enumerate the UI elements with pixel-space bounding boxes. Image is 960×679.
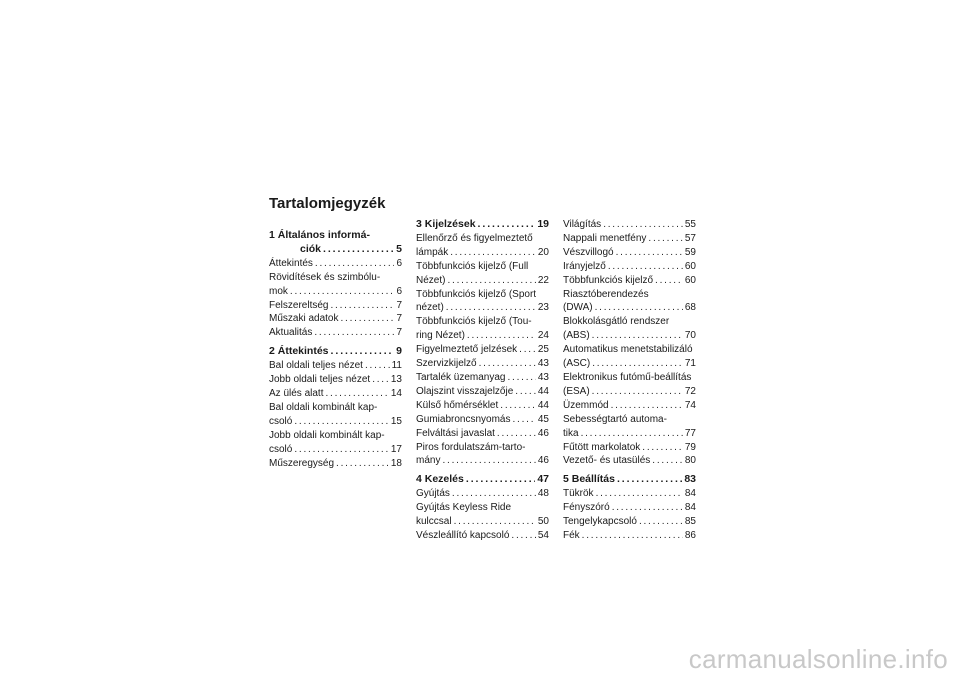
toc-entry-line [563,260,696,274]
toc-entry-title: Felszereltség [269,299,329,311]
toc-entry-title: (ABS) [563,330,590,342]
toc-entry-title: csoló [269,415,293,427]
toc-page-number: 22 [537,274,549,286]
dot-leader [325,387,388,401]
toc-entry[interactable] [269,271,402,299]
toc-entry-title: Figyelmeztető jelzések [416,344,518,356]
dot-leader [478,218,536,232]
toc-entry-line [563,301,696,315]
dot-leader [617,473,682,487]
toc-page-number: 48 [537,488,549,500]
toc-entry[interactable] [416,487,549,501]
toc-entry[interactable] [563,315,696,343]
toc-entry-line [563,232,696,246]
dot-leader [519,343,536,357]
toc-entry-title: Fényszóró [563,502,610,514]
toc-page-number: 85 [684,516,696,528]
toc-entry-title-line: Gyújtás Keyless Ride [416,502,512,514]
toc-page-number: 79 [684,441,696,453]
dot-leader [611,399,683,413]
toc-entry-line [563,385,696,399]
toc-entry-title: Gyújtás [416,488,450,500]
toc-entry-title-line: Blokkolásgátló rendszer [563,316,670,328]
toc-entry[interactable] [416,315,549,343]
toc-page-number: 7 [396,327,402,339]
toc-page-number: 55 [684,219,696,230]
toc-entry-line [269,312,402,326]
toc-entry-title: Tartalék üzemanyag [416,371,506,383]
dot-leader [290,285,395,299]
dot-leader [500,399,536,413]
toc-page-number: 11 [391,360,402,372]
toc-page-number: 20 [537,246,549,258]
toc-entry-title: Aktualitás [269,327,313,339]
toc-entry-line [563,441,696,455]
toc-entry-line [416,385,549,399]
toc-entry[interactable] [269,429,402,457]
dot-leader [315,257,395,271]
toc-entry-title: Többfunkciós kijelző [563,274,654,286]
toc-entry-title: Felváltási javaslat [416,427,495,439]
toc-entry-line [416,529,549,543]
toc-page-number: 44 [537,385,549,397]
toc-entry[interactable] [416,427,549,441]
toc-entry-title: Olajszint visszajelzője [416,385,514,397]
toc-entry[interactable] [416,232,549,260]
toc-page-number: 6 [396,285,402,297]
toc-entry[interactable] [416,385,549,399]
toc-entry[interactable] [269,312,402,326]
toc-entry-line [416,357,549,371]
toc-entry-title: Tükrök [563,488,594,500]
toc-entry[interactable] [563,501,696,515]
toc-entry-line [269,326,402,340]
toc-page-number: 15 [390,415,402,427]
toc-entry-title: kulccsal [416,516,452,528]
dot-leader [467,329,536,343]
toc-entry-line [269,257,402,271]
toc-entry[interactable] [563,515,696,529]
toc-entry-line [563,357,696,371]
toc-entry-title: Szervizkijelző [416,358,477,370]
toc-entry-line [416,427,549,441]
toc-entry-title: Irányjelző [563,260,606,272]
dot-leader [595,301,683,315]
toc-entry[interactable] [269,326,402,340]
toc-page-number: 86 [684,529,696,541]
toc-entry-title: Az ülés alatt [269,387,324,399]
toc-entry-line [563,515,696,529]
toc-entry-line [269,443,402,457]
dot-leader [479,357,536,371]
toc-entry-title: Nappali menetfény [563,232,647,244]
toc-entry-line [563,529,696,543]
toc-entry-title-line: Ellenőrző és figyelmeztető [416,232,533,244]
dot-leader [592,357,683,371]
toc-entry-title: 4 Kezelés [416,473,464,486]
toc-entry-line [416,371,549,385]
toc-page-number: 14 [390,387,402,399]
toc-page-number: 44 [537,399,549,411]
dot-leader [442,454,535,468]
toc-entry-line [416,473,549,487]
toc-entry-title: lámpák [416,246,449,258]
toc-entry[interactable] [416,288,549,316]
toc-page-number: 18 [390,457,402,469]
page-title: Tartalomjegyzék [269,195,386,212]
toc-entry-title: Vészvillogó [563,246,614,258]
toc-entry[interactable] [269,401,402,429]
toc-page-number: 23 [537,302,549,314]
toc-page-number: 46 [537,427,549,439]
dot-leader [582,529,683,543]
toc-entry-title: ciók [300,242,322,255]
toc-chapter[interactable] [416,218,549,232]
toc-entry-line [563,399,696,413]
toc-entry-line [269,457,402,471]
toc-entry-title: Vészleállító kapcsoló [416,529,510,541]
toc-entry-line [416,329,549,343]
toc-page-number: 47 [537,473,549,486]
toc-entry-line [416,274,549,288]
toc-entry-title: (DWA) [563,302,593,314]
toc-page-number: 19 [537,218,549,230]
toc-entry-line [269,243,402,257]
dot-leader [592,329,683,343]
toc-entry[interactable] [269,387,402,401]
toc-entry-title: mok [269,285,288,297]
dot-leader [454,515,536,529]
toc-page-number: 68 [684,302,696,314]
toc-entry-line [269,299,402,313]
toc-entry[interactable] [269,359,402,373]
toc-entry[interactable] [563,487,696,501]
toc-entry-title-line: Piros fordulatszám-tarto- [416,441,526,453]
toc-chapter[interactable] [563,473,696,487]
toc-page-number: 80 [684,455,696,467]
toc-entry-line [416,218,549,232]
toc-entry-title: (ASC) [563,358,591,370]
toc-entry[interactable] [563,218,696,232]
toc-entry-line [269,285,402,299]
toc-entry-title: Bal oldali teljes nézet [269,360,363,372]
toc-page-number: 43 [537,358,549,370]
dot-leader [581,427,683,441]
toc-entry-title-line: Automatikus menetstabilizáló [563,344,693,356]
toc-entry[interactable] [269,257,402,271]
toc-entry-line [416,301,549,315]
toc-entry-title: Műszeregység [269,457,335,469]
dot-leader [446,301,536,315]
toc-entry-line [416,246,549,260]
toc-entry-title-line: Sebességtartó automa- [563,413,667,425]
toc-entry-title: Jobb oldali teljes nézet [269,374,371,386]
toc-page-number: 72 [684,385,696,397]
dot-leader [512,413,535,427]
toc-page-number: 59 [684,246,696,258]
toc-entry[interactable] [269,299,402,313]
toc-entry[interactable] [416,343,549,357]
toc-entry[interactable] [563,371,696,399]
toc-entry[interactable] [416,371,549,385]
toc-entry-title: Áttekintés [269,257,313,269]
toc-entry-line [563,487,696,501]
dot-leader [508,371,536,385]
toc-entry[interactable] [416,441,549,469]
dot-leader [365,359,390,373]
toc-entry-line [416,413,549,427]
toc-entry-title-line: Riasztóberendezés [563,288,649,300]
toc-entry-line [269,415,402,429]
dot-leader [603,218,683,232]
toc-entry[interactable] [416,399,549,413]
dot-leader [331,345,395,359]
toc-entry[interactable] [563,288,696,316]
toc-entry-title: csoló [269,443,293,455]
toc-entry[interactable] [563,343,696,371]
toc-entry[interactable] [563,399,696,413]
toc-entry-title: nézet) [416,302,444,314]
toc-entry-title-line: Többfunkciós kijelző (Full [416,260,529,272]
toc-entry[interactable] [416,501,549,529]
toc-entry-title: 5 Beállítás [563,473,615,486]
toc-entry-line [563,473,696,487]
toc-entry[interactable] [563,246,696,260]
toc-page-number: 7 [396,313,402,325]
dot-leader [452,487,536,501]
toc-page-number: 43 [537,371,549,383]
toc-page-number: 46 [537,455,549,467]
toc-entry-line [269,387,402,401]
toc-page-number: 60 [684,274,696,286]
toc-entry-title: Műszaki adatok [269,313,339,325]
toc-entry[interactable] [416,529,549,543]
toc-entry-title: Tengelykapcsoló [563,516,637,528]
toc-page-number: 84 [684,502,696,514]
toc-entry-title: Gumiabroncsnyomás [416,413,511,425]
toc-entry[interactable] [416,357,549,371]
dot-leader [330,299,394,313]
toc-page-number: 13 [390,374,402,386]
toc-column-3 [563,218,696,543]
dot-leader [655,274,683,288]
toc-entry-title-line: Bal oldali kombinált kap- [269,401,378,413]
toc-chapter[interactable] [269,345,402,359]
dot-leader [372,373,389,387]
toc-page-number: 6 [396,257,402,269]
toc-entry-line [416,343,549,357]
toc-page-number: 50 [537,516,549,528]
toc-chapter[interactable] [269,229,402,257]
toc-entry-line [563,218,696,232]
toc-entry-line [269,359,402,373]
toc-page-number: 17 [390,443,402,455]
toc-page-number: 25 [537,344,549,356]
toc-page-number: 83 [684,473,696,486]
toc-entry-title: Fűtött markolatok [563,441,641,453]
toc-entry-title-line: 1 Általános informá- [269,229,370,241]
toc-entry-title: Nézet) [416,274,446,286]
dot-leader [314,326,394,340]
toc-entry-line [563,274,696,288]
toc-entry-line [416,454,549,468]
dot-leader [639,515,683,529]
toc-entry-title: ring Nézet) [416,330,465,342]
toc-entry-title: 3 Kijelzések [416,218,476,230]
toc-entry[interactable] [563,529,696,543]
toc-entry-line [563,246,696,260]
dot-leader [294,415,389,429]
toc-entry[interactable] [563,454,696,468]
dot-leader [616,246,683,260]
toc-entry-title-line: Elektronikus futómű-beállítás [563,371,692,383]
toc-page-number: 57 [684,232,696,244]
toc-entry-line [416,515,549,529]
dot-leader [447,274,535,288]
toc-entry-title: Üzemmód [563,399,609,411]
dot-leader [497,427,536,441]
toc-page-number: 5 [396,242,402,255]
toc-entry[interactable] [416,413,549,427]
dot-leader [323,243,394,257]
toc-entry-line [269,373,402,387]
dot-leader [515,385,536,399]
watermark: carmanualsonline.info [688,644,948,674]
toc-entry-line [563,427,696,441]
dot-leader [466,473,535,487]
toc-page-number: 7 [396,299,402,311]
toc-page-number: 77 [684,427,696,439]
dot-leader [608,260,683,274]
toc-entry-title: Külső hőmérséklet [416,399,499,411]
dot-leader [340,312,394,326]
toc-entry[interactable] [563,413,696,441]
toc-page-number: 24 [537,330,549,342]
dot-leader [648,232,682,246]
toc-entry-title: tika [563,427,579,439]
toc-page-number: 9 [396,345,402,358]
toc-entry-title-line: Rövidítések és szimbólu- [269,271,381,283]
toc-column-2 [416,218,549,543]
toc-entry-line [563,329,696,343]
toc-entry[interactable] [563,274,696,288]
toc-entry-line [563,454,696,468]
toc-entry-line [269,345,402,359]
toc-page-number: 74 [684,399,696,411]
toc-column-1 [269,229,402,470]
toc-entry-title: Fék [563,529,580,541]
toc-page-number: 70 [684,330,696,342]
dot-leader [511,529,535,543]
toc-page-number: 45 [537,413,549,425]
toc-entry-line [563,501,696,515]
dot-leader [592,385,683,399]
dot-leader [294,443,389,457]
toc-entry[interactable] [563,441,696,455]
toc-entry-title: mány [416,455,441,467]
toc-chapter[interactable] [416,473,549,487]
toc-entry-title-line: Jobb oldali kombinált kap- [269,429,385,441]
toc-page-number: 71 [684,358,696,370]
toc-entry-title-line: Többfunkciós kijelző (Tou- [416,316,532,328]
toc-entry[interactable] [269,373,402,387]
dot-leader [612,501,683,515]
toc-entry-title: (ESA) [563,385,590,397]
toc-entry[interactable] [269,457,402,471]
dot-leader [596,487,683,501]
toc-page-number: 84 [684,488,696,500]
toc-page-number: 54 [537,529,549,541]
toc-entry-title: Vezető- és utasülés [563,455,651,467]
dot-leader [642,441,683,455]
dot-leader [652,454,683,468]
toc-entry-title: Világítás [563,219,602,230]
toc-entry-title-line: Többfunkciós kijelző (Sport [416,288,537,300]
dot-leader [336,457,389,471]
toc-page-number: 60 [684,260,696,272]
toc-entry-title: 2 Áttekintés [269,345,329,358]
toc-entry[interactable] [563,260,696,274]
toc-entry-line [416,399,549,413]
toc-entry[interactable] [416,260,549,288]
toc-entry-line [416,487,549,501]
toc-entry[interactable] [563,232,696,246]
dot-leader [450,246,536,260]
